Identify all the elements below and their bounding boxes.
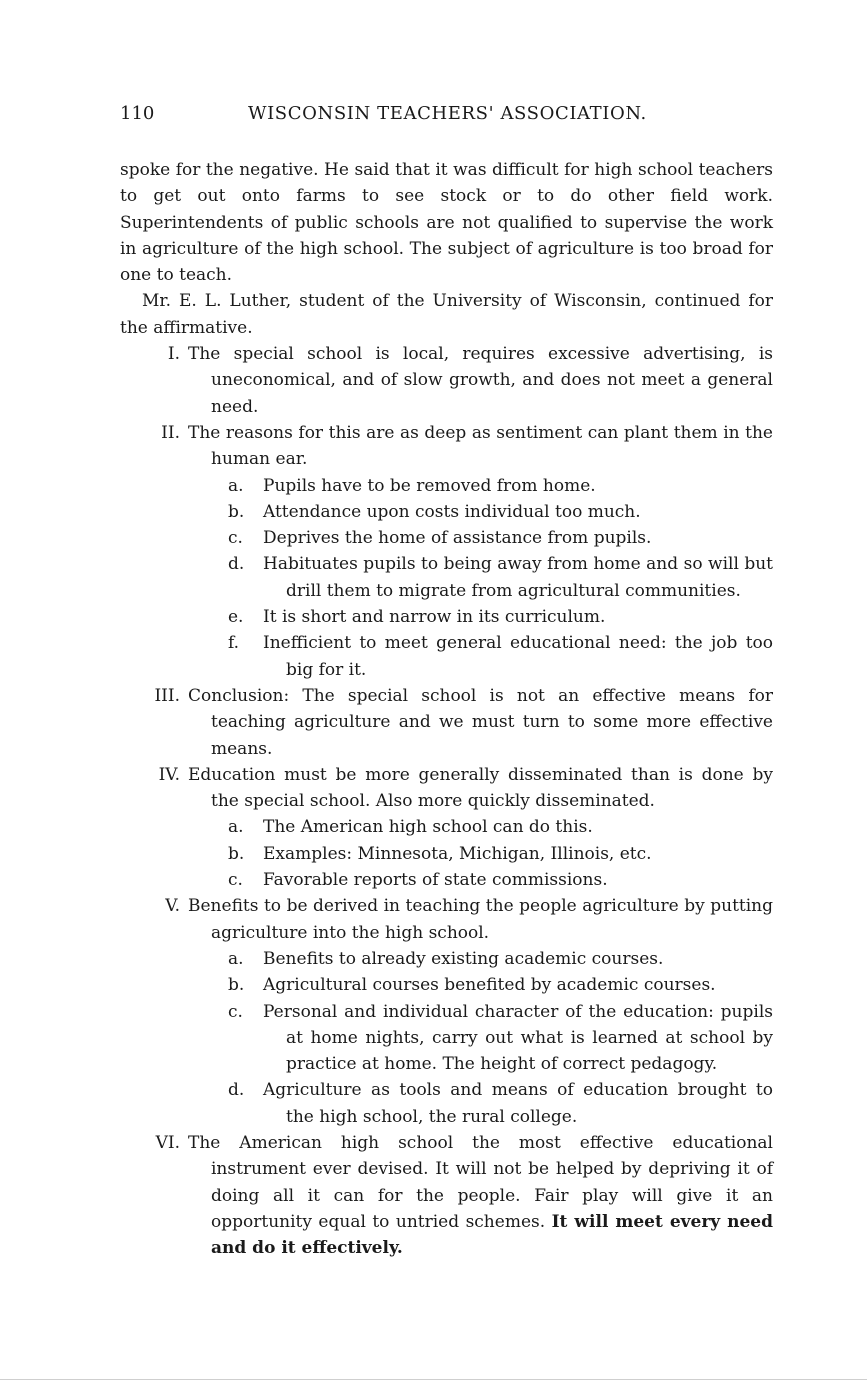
outline-numeral: III. — [154, 685, 180, 706]
outline-subitem — [120, 604, 773, 630]
outline-numeral: I. — [167, 344, 180, 365]
subitem-letter: a. — [228, 817, 244, 838]
outline-numeral: II. — [161, 422, 180, 443]
subitem-letter: a. — [228, 948, 244, 969]
outline-numeral: IV. — [158, 764, 180, 785]
subitem-text: Personal and individual character of the education: pupils at home nights, carry out what is learned at school by practice at home. The height of correct pedagogy. — [263, 1001, 773, 1075]
outline-text: Benefits to be derived in teaching the people agriculture by putting agriculture into the high school. — [188, 896, 773, 943]
outline-subitem — [120, 841, 773, 867]
outline-text: The reasons for this are as deep as sentiment can plant them in the human ear. — [188, 422, 773, 470]
subitem-text: Favorable reports of state commissions. — [263, 870, 608, 891]
subitem-letter: b. — [228, 501, 245, 522]
subitem-letter: c. — [228, 870, 243, 891]
subitem-letter: b. — [228, 843, 245, 864]
outline-subitem — [120, 551, 773, 604]
outline-text-bold: It will meet every need and do it effectively. — [211, 1211, 774, 1259]
subitem-text: Habituates pupils to being away from home and so will but drill them to migrate from agricultural communities. — [263, 554, 773, 601]
outline-subitem — [120, 999, 773, 1078]
outline-subitem — [120, 946, 773, 972]
outline-subitem — [120, 525, 773, 551]
outline-subitem — [120, 499, 773, 525]
outline-item-1 — [120, 341, 773, 420]
outline-subitem — [120, 1077, 773, 1130]
subitem-text: Inefficient to meet general educational need: the job too big for it. — [263, 633, 773, 680]
subitem-text: It is short and narrow in its curriculum. — [263, 607, 606, 628]
subitem-letter: c. — [228, 1001, 243, 1022]
running-title: WISCONSIN TEACHERS' ASSOCIATION. — [248, 103, 647, 124]
subitem-letter: a. — [228, 475, 244, 496]
running-header — [120, 103, 770, 131]
outline-subitem — [120, 972, 773, 998]
outline-item-2 — [120, 420, 773, 473]
outline-item-5 — [120, 893, 773, 946]
subitem-letter: b. — [228, 975, 245, 996]
outline-item-3 — [120, 683, 773, 762]
page-number: 110 — [120, 103, 155, 124]
subitem-letter: f. — [228, 633, 240, 654]
subitem-text: Attendance upon costs individual too much. — [263, 501, 641, 522]
subitem-letter: e. — [228, 607, 244, 628]
subitem-text: Examples: Minnesota, Michigan, Illinois, etc. — [263, 843, 652, 864]
subitem-letter: d. — [228, 1080, 245, 1101]
page-body — [120, 157, 773, 1261]
outline-subitem — [120, 814, 773, 840]
subitem-text: Pupils have to be removed from home. — [263, 475, 596, 496]
subitem-text: Agriculture as tools and means of education brought to the high school, the rural college. — [263, 1080, 773, 1127]
outline-subitem — [120, 473, 773, 499]
outline-text — [188, 1130, 773, 1261]
outline-item-6 — [120, 1130, 773, 1261]
subitem-text: Benefits to already existing academic courses. — [263, 948, 664, 969]
subitem-text: The American high school can do this. — [263, 817, 593, 838]
outline-text: Conclusion: The special school is not an effective means for teaching agriculture and we must turn to some more effective means. — [188, 685, 773, 759]
outline-subitem — [120, 867, 773, 893]
outline-text-main: The American high school the most effective educational instrument ever devised. It will not be helped by depriving it of doing all it can for the people. Fair play will give it an opportunity equal to untried schemes. — [188, 1132, 773, 1232]
subitem-letter: c. — [228, 528, 243, 549]
outline-numeral: V. — [165, 896, 180, 917]
outline-item-4 — [120, 762, 773, 815]
outline-text: The special school is local, requires excessive advertising, is uneconomical, and of slow growth, and does not meet a general need. — [188, 344, 773, 417]
subitem-text: Agricultural courses benefited by academic courses. — [263, 975, 716, 996]
outline-numeral: VI. — [155, 1132, 180, 1153]
outline-subitem — [120, 630, 773, 683]
outline-text: Education must be more generally disseminated than is done by the special school. Also more quickly disseminated. — [188, 764, 773, 812]
subitem-text: Deprives the home of assistance from pupils. — [263, 528, 652, 549]
paragraph-luther: Mr. E. L. Luther, student of the University of Wisconsin, continued for the affirmative. — [120, 291, 773, 338]
paragraph-negative: spoke for the negative. He said that it was difficult for high school teachers to get out onto farms to see stock or to do other field work. Superintendents of public schools are not qualified to supervise the work in agriculture of the high school. The subject of agriculture is too broad for one to teach. — [120, 160, 773, 286]
subitem-letter: d. — [228, 554, 245, 575]
